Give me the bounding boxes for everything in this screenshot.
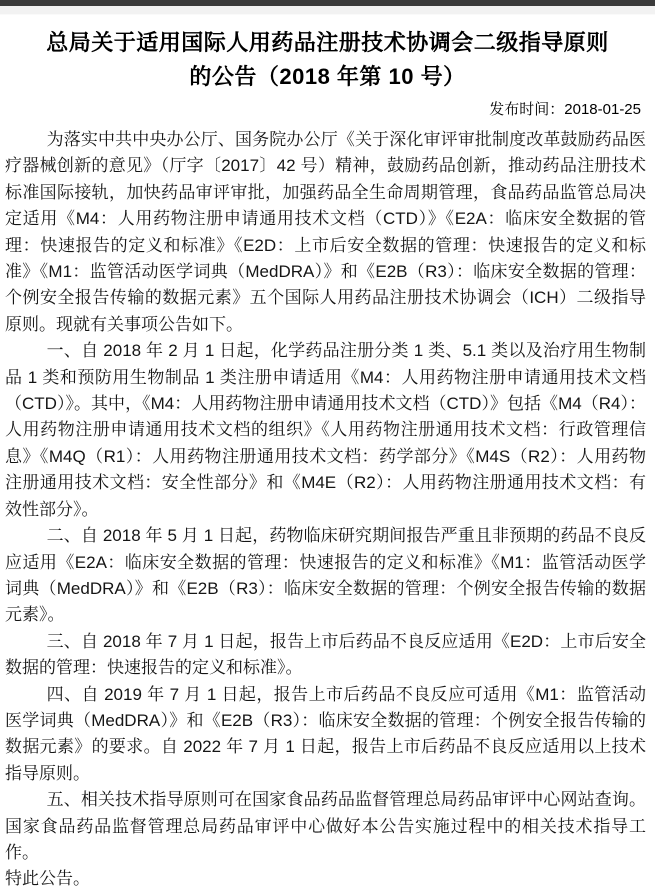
page-title: [12, 26, 643, 94]
page-title-line1: 总局关于适用国际人用药品注册技术协调会二级指导原则: [46, 30, 609, 55]
announcement-paragraph-item4: 四、自 2019 年 7 月 1 日起，报告上市后药品不良反应可适用《M1：监管活动医学词典（MedDRA）》和《E2B（R3）：临床安全数据的管理：个例安全报告传输的数据元素》的要求。自 2022 年 7 月 1 日起，报告上市后药品不良反应适用以上技术指导原则。: [5, 684, 646, 783]
page-title-line2: 的公告（2018 年第 10 号）: [189, 64, 466, 89]
publish-date: 发布时间：2018-01-25: [489, 101, 641, 118]
page-top-strip: [0, 6, 655, 15]
announcement-body: [5, 127, 646, 893]
announcement-paragraph-item2: 二、自 2018 年 5 月 1 日起，药物临床研究期间报告严重且非预期的药品不良反应适用《E2A：临床安全数据的管理：快速报告的定义和标准》《M1：监管活动医学词典（MedDRA）》和《E2B（R3）：临床安全数据的管理：个例安全报告传输的数据元素》。: [5, 526, 646, 625]
announcement-closing: 特此公告。: [5, 869, 90, 889]
announcement-paragraph-item1: 一、自 2018 年 2 月 1 日起，化学药品注册分类 1 类、5.1 类以及治疗用生物制品 1 类和预防用生物制品 1 类注册申请适用《M4：人用药物注册申请通用技术文档（CTD）》。其中，《M4：人用药物注册申请通用技术文档（CTD）》包括《M4（R4）：人用药物注册申请通用技术文档的组织》《人用药物注册通用技术文档：行政管理信息》《M4Q（R1）：人用药物注册通用技术文档：药学部分》《M4S（R2）：人用药物注册通用技术文档：安全性部分》和《M4E（R2）：人用药物注册通用技术文档：有效性部分》。: [5, 341, 646, 519]
announcement-paragraph-intro: 为落实中共中央办公厅、国务院办公厅《关于深化审评审批制度改革鼓励药品医疗器械创新的意见》（厅字〔2017〕42 号）精神，鼓励药品创新，推动药品注册技术标准国际接轨，加快药品审评审批，加强药品全生命周期管理，食品药品监管总局决定适用《M4：人用药物注册申请通用技术文档（CTD）》《E2A：临床安全数据的管理：快速报告的定义和标准》《E2D：上市后安全数据的管理：快速报告的定义和标准》《M1：监管活动医学词典（MedDRA）》和《E2B（R3）：临床安全数据的管理：个例安全报告传输的数据元素》五个国际人用药品注册技术协调会（ICH）二级指导原则。现就有关事项公告如下。: [5, 130, 646, 334]
announcement-paragraph-item5: 五、相关技术指导原则可在国家食品药品监督管理总局药品审评中心网站查询。国家食品药品监督管理总局药品审评中心做好本公告实施过程中的相关技术指导工作。: [5, 790, 646, 862]
announcement-paragraph-item3: 三、自 2018 年 7 月 1 日起，报告上市后药品不良反应适用《E2D：上市后安全数据的管理：快速报告的定义和标准》。: [5, 631, 646, 678]
